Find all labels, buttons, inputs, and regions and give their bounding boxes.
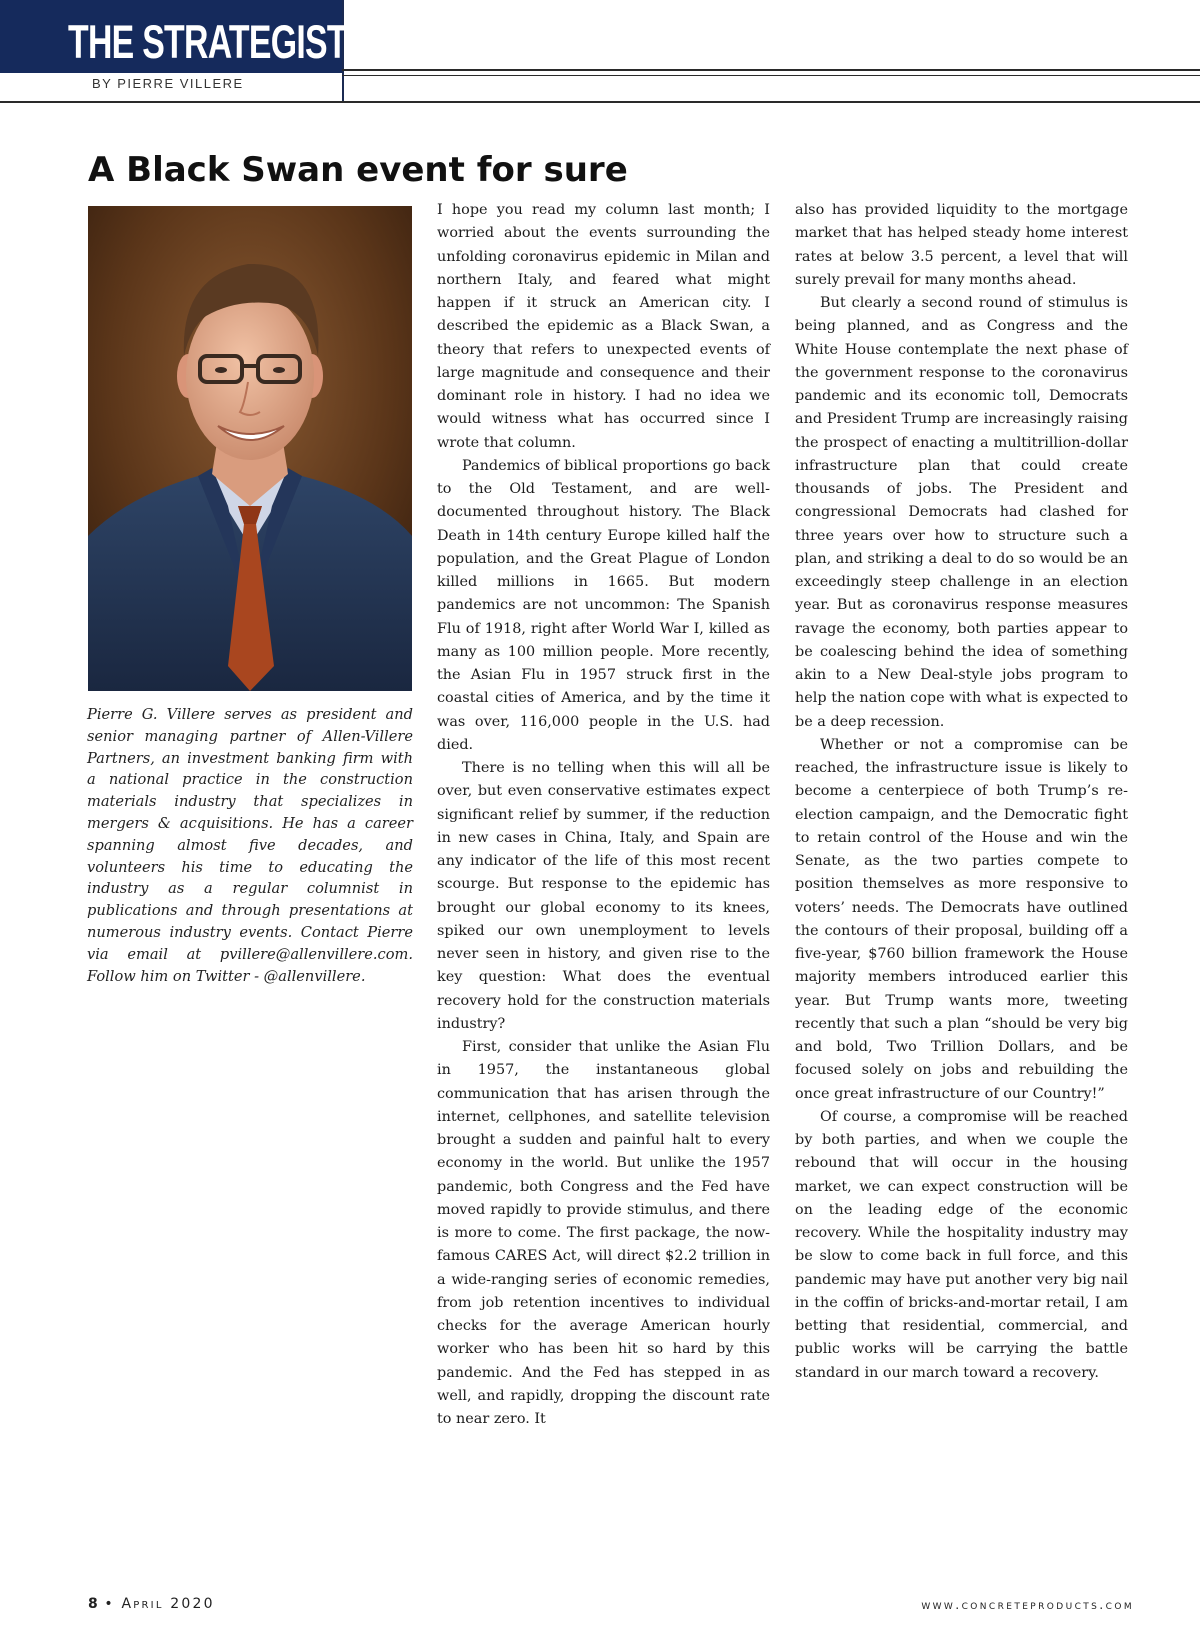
page-footer-issue <box>88 1596 215 1612</box>
paragraph: I hope you read my column last month; I worried about the events surrounding the unfolding coronavirus epidemic in Milan and northern Italy, and feared what might happen if it struck an American city. I described the epidemic as a Black Swan, a theory that refers to unexpected events of large magnitude and consequence and their dominant role in history. I had no idea we would witness what has occurred since I wrote that column. <box>437 202 770 451</box>
footer-separator: • <box>104 1596 115 1612</box>
column-title: THE STRATEGIST <box>68 15 347 68</box>
header-bottom-rule <box>0 101 1200 103</box>
author-portrait <box>88 206 412 691</box>
author-bio-caption: Pierre G. Villere serves as president and senior managing partner of Allen-Villere Partners, an investment banking firm with a national practice in the construction materials industry that specializes in mergers & acquisitions. He has a career spanning almost five decades, and volunteers his time to educating the industry as a regular columnist in publications and through presentations at numerous industry events. Contact Pierre via email at pvillere@allenvillere.com. Follow him on Twitter - @allenvillere. <box>87 706 413 985</box>
issue-date: April 2020 <box>121 1596 215 1612</box>
paragraph: Whether or not a compromise can be reached, the infrastructure issue is likely to become a centerpiece of both Trump’s re-election campaign, and the Democratic fight to retain control of the House and win the Senate, as the two parties compete to position themselves as more responsive to voters’ needs. The Democrats have outlined the contours of their proposal, building off a five-year, $760 billion framework the House majority members introduced earlier this year. But Trump wants more, tweeting recently that such a plan “should be very big and bold, Two Trillion Dollars, and be focused solely on jobs and rebuilding the once great infrastructure of our Country!” <box>795 736 1128 1102</box>
header-rule <box>342 69 1200 71</box>
masthead-banner <box>0 0 347 73</box>
article-headline: A Black Swan event for sure <box>88 150 628 190</box>
paragraph: But clearly a second round of stimulus is being planned, and as Congress and the White House contemplate the next phase of the government response to the coronavirus pandemic and its economic toll, Democrats and President Trump are increasingly raising the prospect of enacting a multitrillion-dollar infrastructure plan that could create thousands of jobs. The President and congressional Democrats had clashed for three years over how to structure such a plan, and striking a deal to do so would be an exceedingly steep challenge in an election year. But as coronavirus response measures ravage the economy, both parties appear to be coalescing behind the idea of something akin to a New Deal-style jobs program to help the nation cope with what is expected to be a deep recession. <box>795 295 1128 730</box>
byline: BY PIERRE VILLERE <box>92 76 244 91</box>
paragraph: Of course, a compromise will be reached by both parties, and when we couple the rebound that will occur in the housing market, we can expect construction will be on the leading edge of the economic recovery. While the hospitality industry may be slow to come back in full force, and this pandemic may have put another very big nail in the coffin of bricks-and-mortar retail, I am betting that residential, commercial, and public works will be carrying the battle standard in our march toward a recovery. <box>795 1108 1128 1381</box>
article-column-2 <box>795 199 1128 1385</box>
paragraph: Pandemics of biblical proportions go back to the Old Testament, and are well-documented throughout history. The Black Death in 14th century Europe killed half the population, and the Great Plague of London killed millions in 1665. But modern pandemics are not uncommon: The Spanish Flu of 1918, right after World War I, killed as many as 100 million people. More recently, the Asian Flu in 1957 struck first in the coastal cities of America, and by the time it was over, 116,000 people in the U.S. had died. <box>437 457 770 753</box>
paragraph: also has provided liquidity to the mortgage market that has helped steady home interest rates at below 3.5 percent, a level that will surely prevail for many months ahead. <box>795 202 1128 288</box>
page-number: 8 <box>88 1596 98 1612</box>
paragraph: There is no telling when this will all be over, but even conservative estimates expect significant relief by summer, if the reduction in new cases in China, Italy, and Spain are any indicator of the life of this most recent scourge. But response to the epidemic has brought our global economy to its knees, spiked our own unemployment to levels never seen in history, and given rise to the key question: What does the eventual recovery hold for the construction materials industry? <box>437 760 770 1032</box>
header-rule-thin <box>342 75 1200 76</box>
paragraph: First, consider that unlike the Asian Flu in 1957, the instantaneous global communication that has arisen through the internet, cellphones, and satellite television brought a sudden and painful halt to every economy in the world. But unlike the 1957 pandemic, both Congress and the Fed have moved rapidly to provide stimulus, and there is more to come. The first package, the now-famous CARES Act, will direct $2.2 trillion in a wide-ranging series of economic remedies, from job retention incentives to individual checks for the average American hourly worker who has been hit so hard by this pandemic. And the Fed has stepped in as well, and rapidly, dropping the discount rate to near zero. It <box>437 1039 770 1427</box>
masthead <box>0 0 347 103</box>
publication-website[interactable]: www.concreteproducts.com <box>921 1597 1134 1612</box>
article-column-1 <box>437 199 770 1431</box>
